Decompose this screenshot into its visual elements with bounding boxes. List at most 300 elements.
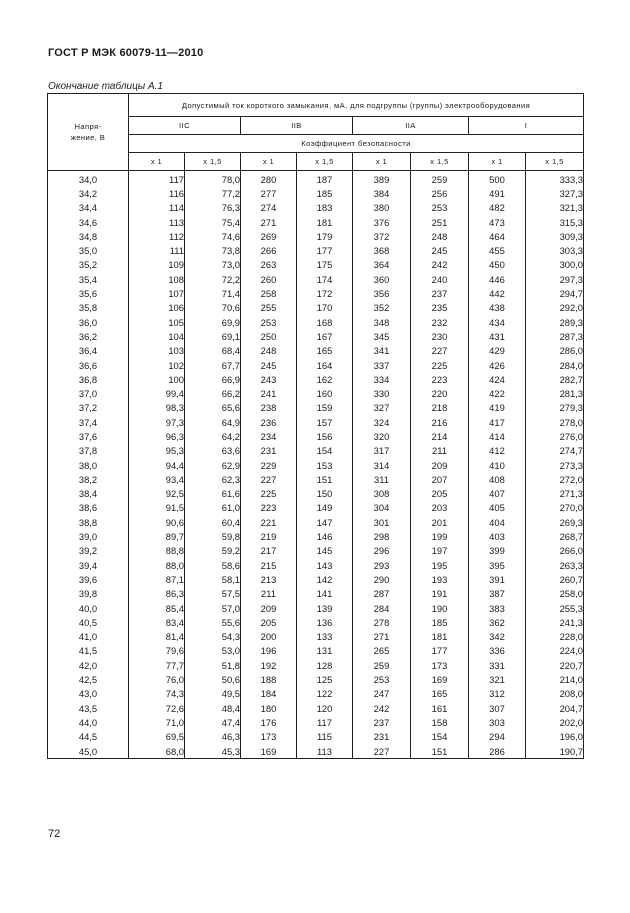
current-cell: 92,5 [129, 487, 185, 501]
current-cell: 105 [129, 315, 185, 329]
current-cell: 169 [411, 672, 469, 686]
current-cell: 227 [241, 472, 297, 486]
current-cell: 242 [353, 701, 411, 715]
voltage-cell: 36,0 [48, 315, 129, 329]
current-cell: 271 [241, 215, 297, 229]
current-cell: 221 [241, 515, 297, 529]
current-cell: 232 [411, 315, 469, 329]
factor-header: x 1 [353, 153, 411, 171]
current-cell: 209 [241, 601, 297, 615]
current-cell: 321 [469, 672, 526, 686]
current-cell: 301 [353, 515, 411, 529]
current-cell: 65,6 [185, 401, 241, 415]
voltage-cell: 35,2 [48, 258, 129, 272]
current-cell: 181 [411, 630, 469, 644]
current-cell: 68,0 [129, 744, 185, 759]
current-cell: 81,4 [129, 630, 185, 644]
current-cell: 225 [241, 487, 297, 501]
current-cell: 45,3 [185, 744, 241, 759]
table-row [48, 358, 584, 372]
voltage-cell: 35,4 [48, 272, 129, 286]
current-cell: 205 [241, 615, 297, 629]
current-cell: 412 [469, 444, 526, 458]
current-cell: 77,2 [185, 186, 241, 200]
current-table [47, 93, 584, 759]
factor-header: x 1,5 [526, 153, 584, 171]
current-cell: 113 [297, 744, 353, 759]
voltage-cell: 37,0 [48, 386, 129, 400]
current-cell: 241 [241, 386, 297, 400]
current-cell: 184 [241, 687, 297, 701]
table-row [48, 701, 584, 715]
current-cell: 93,4 [129, 472, 185, 486]
current-cell: 223 [411, 372, 469, 386]
current-cell: 376 [353, 215, 411, 229]
current-cell: 174 [297, 272, 353, 286]
current-cell: 280 [241, 171, 297, 187]
current-cell: 58,1 [185, 572, 241, 586]
current-cell: 66,9 [185, 372, 241, 386]
current-cell: 90,6 [129, 515, 185, 529]
current-cell: 66,2 [185, 386, 241, 400]
current-cell: 263 [241, 258, 297, 272]
current-cell: 153 [297, 458, 353, 472]
current-cell: 352 [353, 301, 411, 315]
voltage-cell: 36,2 [48, 329, 129, 343]
current-cell: 69,1 [185, 329, 241, 343]
current-cell: 116 [129, 186, 185, 200]
current-cell: 193 [411, 572, 469, 586]
factor-header: x 1 [129, 153, 185, 171]
current-cell: 273,3 [526, 458, 584, 472]
table-row [48, 329, 584, 343]
current-cell: 149 [297, 501, 353, 515]
current-cell: 191 [411, 587, 469, 601]
voltage-cell: 39,2 [48, 544, 129, 558]
current-cell: 60,4 [185, 515, 241, 529]
voltage-cell: 45,0 [48, 744, 129, 759]
voltage-cell: 43,0 [48, 687, 129, 701]
current-cell: 266 [241, 243, 297, 257]
current-cell: 165 [297, 344, 353, 358]
current-cell: 76,3 [185, 201, 241, 215]
current-cell: 311 [353, 472, 411, 486]
table-row [48, 386, 584, 400]
current-cell: 281,3 [526, 386, 584, 400]
current-cell: 258 [241, 286, 297, 300]
current-cell: 234 [241, 429, 297, 443]
current-cell: 250 [241, 329, 297, 343]
current-cell: 330 [353, 386, 411, 400]
current-cell: 79,6 [129, 644, 185, 658]
current-cell: 100 [129, 372, 185, 386]
current-cell: 265 [353, 644, 411, 658]
current-cell: 72,6 [129, 701, 185, 715]
voltage-cell: 35,0 [48, 243, 129, 257]
current-cell: 188 [241, 672, 297, 686]
current-cell: 205 [411, 487, 469, 501]
current-cell: 263,3 [526, 558, 584, 572]
voltage-cell: 36,4 [48, 344, 129, 358]
current-cell: 83,4 [129, 615, 185, 629]
current-cell: 260 [241, 272, 297, 286]
current-cell: 122 [297, 687, 353, 701]
current-cell: 208,0 [526, 687, 584, 701]
current-cell: 337 [353, 358, 411, 372]
current-cell: 173 [411, 658, 469, 672]
table-row [48, 630, 584, 644]
voltage-header [48, 94, 129, 171]
table-row [48, 429, 584, 443]
current-cell: 229 [241, 458, 297, 472]
current-cell: 408 [469, 472, 526, 486]
current-cell: 424 [469, 372, 526, 386]
current-cell: 158 [411, 715, 469, 729]
factor-header: x 1,5 [185, 153, 241, 171]
current-cell: 67,7 [185, 358, 241, 372]
table-row [48, 487, 584, 501]
current-cell: 308 [353, 487, 411, 501]
current-cell: 151 [411, 744, 469, 759]
current-cell: 293 [353, 558, 411, 572]
current-cell: 165 [411, 687, 469, 701]
current-cell: 139 [297, 601, 353, 615]
voltage-cell: 39,4 [48, 558, 129, 572]
current-cell: 157 [297, 415, 353, 429]
voltage-cell: 37,2 [48, 401, 129, 415]
current-cell: 74,3 [129, 687, 185, 701]
voltage-cell: 39,8 [48, 587, 129, 601]
table-caption: Окончание таблицы А.1 [48, 81, 163, 92]
current-cell: 266,0 [526, 544, 584, 558]
current-cell: 48,4 [185, 701, 241, 715]
table-row [48, 501, 584, 515]
table-row [48, 730, 584, 744]
current-cell: 228,0 [526, 630, 584, 644]
table-row [48, 272, 584, 286]
current-header: Допустимый ток короткого замыкания, мА, для подгруппы (группы) электрооборудования [129, 94, 584, 117]
current-cell: 348 [353, 315, 411, 329]
current-cell: 168 [297, 315, 353, 329]
current-cell: 442 [469, 286, 526, 300]
current-cell: 245 [241, 358, 297, 372]
current-cell: 177 [297, 243, 353, 257]
current-cell: 345 [353, 329, 411, 343]
current-cell: 211 [241, 587, 297, 601]
table-row [48, 315, 584, 329]
table-row [48, 672, 584, 686]
current-cell: 201 [411, 515, 469, 529]
current-cell: 241,3 [526, 615, 584, 629]
table-row [48, 229, 584, 243]
group-header-iib: IIB [241, 117, 353, 135]
current-cell: 104 [129, 329, 185, 343]
current-cell: 87,1 [129, 572, 185, 586]
current-cell: 176 [241, 715, 297, 729]
current-cell: 248 [411, 229, 469, 243]
voltage-cell: 34,0 [48, 171, 129, 187]
voltage-cell: 38,8 [48, 515, 129, 529]
current-cell: 314 [353, 458, 411, 472]
current-cell: 243 [241, 372, 297, 386]
current-cell: 312 [469, 687, 526, 701]
current-cell: 142 [297, 572, 353, 586]
current-cell: 455 [469, 243, 526, 257]
current-cell: 76,0 [129, 672, 185, 686]
current-cell: 271,3 [526, 487, 584, 501]
voltage-header-text: Напря- жение, В [70, 122, 106, 142]
current-cell: 296 [353, 544, 411, 558]
current-cell: 237 [353, 715, 411, 729]
current-cell: 117 [297, 715, 353, 729]
current-cell: 120 [297, 701, 353, 715]
table-row [48, 286, 584, 300]
current-cell: 282,7 [526, 372, 584, 386]
current-cell: 50,6 [185, 672, 241, 686]
current-cell: 434 [469, 315, 526, 329]
current-cell: 422 [469, 386, 526, 400]
current-cell: 276,0 [526, 429, 584, 443]
current-cell: 185 [297, 186, 353, 200]
current-cell: 114 [129, 201, 185, 215]
current-cell: 362 [469, 615, 526, 629]
factor-header: x 1,5 [297, 153, 353, 171]
current-cell: 106 [129, 301, 185, 315]
current-cell: 125 [297, 672, 353, 686]
voltage-cell: 37,6 [48, 429, 129, 443]
current-cell: 164 [297, 358, 353, 372]
current-cell: 183 [297, 201, 353, 215]
current-cell: 274 [241, 201, 297, 215]
current-cell: 278,0 [526, 415, 584, 429]
current-cell: 410 [469, 458, 526, 472]
current-cell: 98,3 [129, 401, 185, 415]
current-cell: 167 [297, 329, 353, 343]
current-cell: 68,4 [185, 344, 241, 358]
current-cell: 320 [353, 429, 411, 443]
current-cell: 111 [129, 243, 185, 257]
current-cell: 109 [129, 258, 185, 272]
table-row [48, 601, 584, 615]
current-cell: 71,4 [185, 286, 241, 300]
current-cell: 431 [469, 329, 526, 343]
current-cell: 154 [297, 444, 353, 458]
current-cell: 303 [469, 715, 526, 729]
current-cell: 247 [353, 687, 411, 701]
current-cell: 259 [353, 658, 411, 672]
voltage-cell: 36,6 [48, 358, 129, 372]
current-cell: 372 [353, 229, 411, 243]
current-cell: 69,9 [185, 315, 241, 329]
current-cell: 289,3 [526, 315, 584, 329]
current-cell: 196,0 [526, 730, 584, 744]
current-cell: 89,7 [129, 529, 185, 543]
safety-factor-header: Коэффициент безопасности [129, 135, 584, 153]
current-cell: 383 [469, 601, 526, 615]
current-cell: 51,8 [185, 658, 241, 672]
current-cell: 219 [241, 529, 297, 543]
current-cell: 404 [469, 515, 526, 529]
current-cell: 405 [469, 501, 526, 515]
voltage-cell: 42,5 [48, 672, 129, 686]
voltage-cell: 40,5 [48, 615, 129, 629]
current-cell: 147 [297, 515, 353, 529]
current-cell: 360 [353, 272, 411, 286]
current-cell: 287,3 [526, 329, 584, 343]
current-cell: 57,0 [185, 601, 241, 615]
factor-header: x 1 [241, 153, 297, 171]
current-cell: 259 [411, 171, 469, 187]
current-cell: 173 [241, 730, 297, 744]
current-cell: 115 [297, 730, 353, 744]
table-row [48, 715, 584, 729]
current-cell: 131 [297, 644, 353, 658]
current-cell: 334 [353, 372, 411, 386]
current-cell: 113 [129, 215, 185, 229]
current-cell: 290 [353, 572, 411, 586]
voltage-cell: 38,6 [48, 501, 129, 515]
current-cell: 74,6 [185, 229, 241, 243]
current-cell: 54,3 [185, 630, 241, 644]
current-cell: 272,0 [526, 472, 584, 486]
voltage-cell: 39,6 [48, 572, 129, 586]
current-cell: 231 [241, 444, 297, 458]
current-cell: 59,8 [185, 529, 241, 543]
current-cell: 59,2 [185, 544, 241, 558]
current-cell: 225 [411, 358, 469, 372]
current-cell: 53,0 [185, 644, 241, 658]
current-cell: 491 [469, 186, 526, 200]
current-cell: 136 [297, 615, 353, 629]
table-row [48, 544, 584, 558]
current-cell: 141 [297, 587, 353, 601]
current-cell: 268,7 [526, 529, 584, 543]
table-row [48, 615, 584, 629]
current-cell: 214 [411, 429, 469, 443]
current-cell: 307 [469, 701, 526, 715]
voltage-cell: 34,4 [48, 201, 129, 215]
current-cell: 86,3 [129, 587, 185, 601]
current-cell: 159 [297, 401, 353, 415]
current-cell: 64,2 [185, 429, 241, 443]
current-cell: 227 [411, 344, 469, 358]
current-cell: 429 [469, 344, 526, 358]
current-cell: 217 [241, 544, 297, 558]
current-cell: 73,8 [185, 243, 241, 257]
table-body [48, 171, 584, 759]
current-cell: 248 [241, 344, 297, 358]
current-cell: 185 [411, 615, 469, 629]
current-cell: 419 [469, 401, 526, 415]
current-cell: 179 [297, 229, 353, 243]
current-cell: 216 [411, 415, 469, 429]
current-cell: 215 [241, 558, 297, 572]
current-cell: 260,7 [526, 572, 584, 586]
current-cell: 72,2 [185, 272, 241, 286]
current-cell: 195 [411, 558, 469, 572]
current-cell: 341 [353, 344, 411, 358]
current-cell: 414 [469, 429, 526, 443]
current-cell: 298 [353, 529, 411, 543]
current-cell: 294,7 [526, 286, 584, 300]
current-cell: 303,3 [526, 243, 584, 257]
table-row [48, 344, 584, 358]
current-cell: 160 [297, 386, 353, 400]
table-row [48, 658, 584, 672]
current-cell: 108 [129, 272, 185, 286]
current-cell: 231 [353, 730, 411, 744]
current-cell: 279,3 [526, 401, 584, 415]
current-cell: 269 [241, 229, 297, 243]
current-cell: 71,0 [129, 715, 185, 729]
current-cell: 407 [469, 487, 526, 501]
current-cell: 172 [297, 286, 353, 300]
current-cell: 161 [411, 701, 469, 715]
current-cell: 220,7 [526, 658, 584, 672]
voltage-cell: 40,0 [48, 601, 129, 615]
current-cell: 143 [297, 558, 353, 572]
current-cell: 464 [469, 229, 526, 243]
table-row [48, 415, 584, 429]
current-cell: 213 [241, 572, 297, 586]
current-cell: 170 [297, 301, 353, 315]
current-cell: 190 [411, 601, 469, 615]
current-cell: 255 [241, 301, 297, 315]
current-cell: 336 [469, 644, 526, 658]
current-cell: 177 [411, 644, 469, 658]
current-cell: 321,3 [526, 201, 584, 215]
current-cell: 287 [353, 587, 411, 601]
current-cell: 112 [129, 229, 185, 243]
table-row [48, 243, 584, 257]
voltage-cell: 38,2 [48, 472, 129, 486]
table-row [48, 744, 584, 759]
voltage-cell: 36,8 [48, 372, 129, 386]
current-cell: 417 [469, 415, 526, 429]
table-row [48, 258, 584, 272]
current-cell: 270,0 [526, 501, 584, 515]
current-cell: 97,3 [129, 415, 185, 429]
current-cell: 271 [353, 630, 411, 644]
current-cell: 230 [411, 329, 469, 343]
current-cell: 70,6 [185, 301, 241, 315]
current-cell: 162 [297, 372, 353, 386]
current-cell: 64,9 [185, 415, 241, 429]
table-row [48, 171, 584, 187]
current-cell: 253 [353, 672, 411, 686]
page-number: 72 [48, 828, 61, 840]
current-cell: 426 [469, 358, 526, 372]
current-cell: 364 [353, 258, 411, 272]
current-cell: 207 [411, 472, 469, 486]
current-cell: 99,4 [129, 386, 185, 400]
current-cell: 75,4 [185, 215, 241, 229]
current-cell: 181 [297, 215, 353, 229]
voltage-cell: 37,8 [48, 444, 129, 458]
voltage-cell: 42,0 [48, 658, 129, 672]
current-cell: 327 [353, 401, 411, 415]
table-row [48, 301, 584, 315]
current-cell: 297,3 [526, 272, 584, 286]
current-cell: 85,4 [129, 601, 185, 615]
current-cell: 180 [241, 701, 297, 715]
current-cell: 203 [411, 501, 469, 515]
current-cell: 399 [469, 544, 526, 558]
current-cell: 277 [241, 186, 297, 200]
current-cell: 446 [469, 272, 526, 286]
current-cell: 218 [411, 401, 469, 415]
voltage-cell: 41,5 [48, 644, 129, 658]
